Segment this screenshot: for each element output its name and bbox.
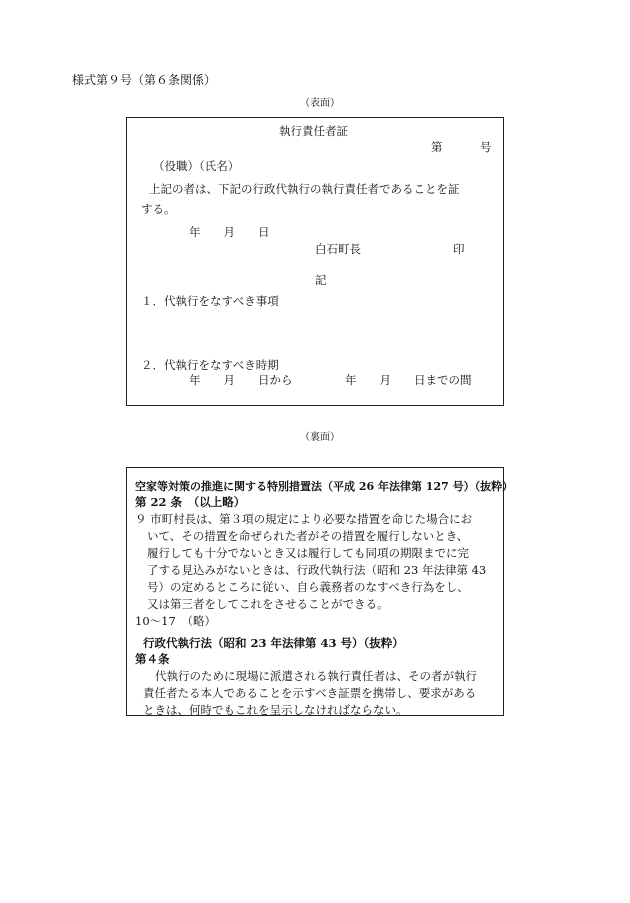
law2-article: 第４条 [135, 652, 170, 666]
law1-paragraph-line: 又は第三者をしてこれをさせることができる。 [147, 597, 389, 611]
law1-paragraph-line: ９ 市町村長は、第３項の規定により必要な措置を命じた場合にお [135, 512, 473, 526]
form-heading: 様式第９号（第６条関係） [72, 73, 217, 87]
law1-paragraph-line: いて、その措置を命ぜられた者がその措置を履行しないとき、 [147, 529, 469, 543]
issuer-name: 白石町長 [315, 242, 361, 256]
ki-heading: 記 [315, 273, 327, 287]
number-suffix: 号 [480, 140, 492, 154]
law2-paragraph-line: ときは、何時でもこれを呈示しなければならない。 [143, 703, 408, 717]
law2-paragraph-line: 代執行のために現場に派遣される執行責任者は、その者が執行 [155, 669, 477, 683]
law1-paragraph-line: 号）の定めるところに従い、自ら義務者のなすべき行為をし、 [147, 580, 469, 594]
back-law-excerpt-box [126, 467, 514, 717]
law1-article: 第 22 条 （以上略） [135, 495, 246, 509]
date-line: 年 月 日 [189, 225, 270, 239]
law1-paragraph-line: 了する見込みがないときは、行政代執行法（昭和 23 年法律第 43 [147, 563, 487, 577]
role-name-line: （役職）（氏名） [153, 159, 240, 173]
period-to: 年 月 日までの間 [345, 373, 472, 387]
law2-title: 行政代執行法（昭和 23 年法律第 43 号）（抜粋） [143, 636, 404, 650]
front-certificate-box [126, 117, 504, 406]
back-caption: （裏面） [300, 432, 340, 443]
front-caption: （表面） [300, 98, 340, 109]
law1-title: 空家等対策の推進に関する特別措置法（平成 26 年法律第 127 号）（抜粋） [135, 480, 514, 493]
certificate-title: 執行責任者証 [279, 124, 348, 138]
number-prefix: 第 [431, 140, 443, 154]
period-from: 年 月 日から [189, 373, 293, 387]
law1-paragraph-line: 履行しても十分でないとき又は履行しても同項の期限までに完 [147, 546, 469, 560]
seal-mark: 印 [453, 242, 465, 256]
certification-line-1: 上記の者は、下記の行政代執行の執行責任者であることを証 [149, 182, 460, 196]
certification-line-2: する。 [141, 202, 176, 216]
law1-omitted: 10〜17 （略） [135, 614, 217, 628]
law2-paragraph-line: 責任者たる本人であることを示すべき証票を携帯し、要求がある [143, 686, 477, 700]
item-2: ２．代執行をなすべき時期 [141, 358, 279, 372]
item-1: １．代執行をなすべき事項 [141, 294, 279, 308]
